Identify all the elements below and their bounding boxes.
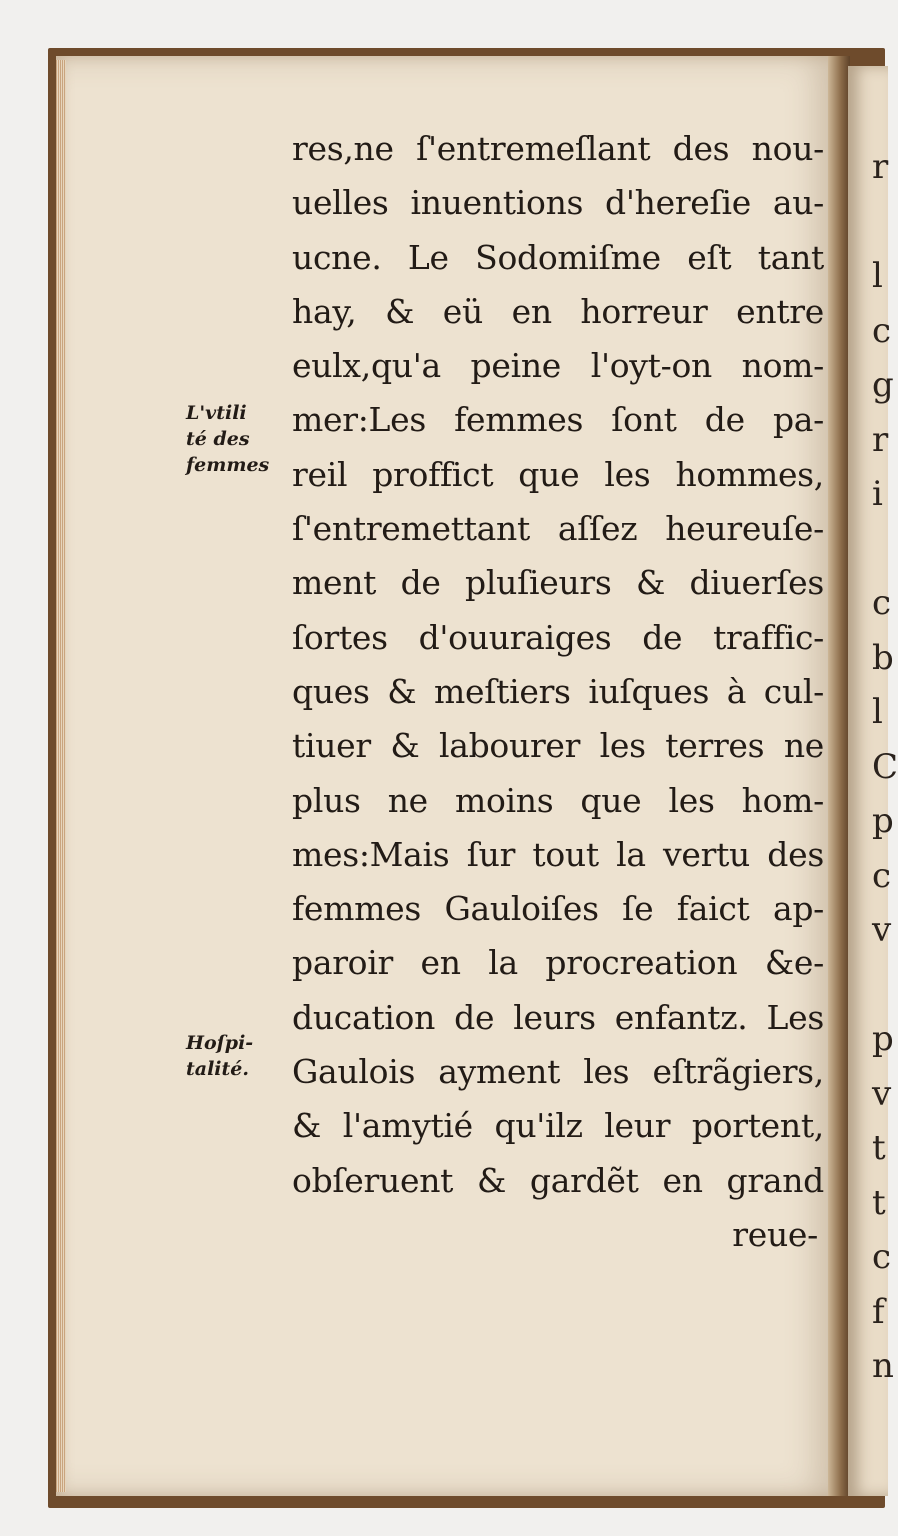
text-line: & l'amytié qu'ilz leur portent, — [292, 1106, 824, 1146]
adjacent-page-letter: c — [872, 1237, 892, 1277]
margin-note-line: té des — [186, 428, 250, 450]
margin-note-hospitality — [186, 1030, 276, 1082]
text-line: Gaulois ayment les eſtrãgiers, — [292, 1052, 824, 1092]
text-line: mes:Mais ſur tout la vertu des — [292, 834, 824, 874]
text-line: ucne. Le Sodomiſme eſt tant — [292, 237, 824, 277]
adjacent-page-letter: i — [872, 474, 883, 514]
body-text — [292, 122, 824, 1262]
margin-note-line: talité. — [186, 1058, 250, 1080]
text-line: uelles inuentions d'hereſie au- — [292, 183, 824, 223]
text-line: reil proffict que les hommes, — [292, 454, 824, 494]
adjacent-page-letter: n — [872, 1346, 894, 1386]
text-line: femmes Gauloiſes ſe faict ap- — [292, 889, 824, 929]
margin-note-line: L'vtili — [186, 402, 247, 424]
text-line: paroir en la procreation &e- — [292, 943, 824, 983]
adjacent-page-letter: p — [872, 801, 894, 841]
adjacent-page-letter: l — [872, 692, 883, 732]
catchword: reue- — [732, 1214, 818, 1254]
text-line: ſ'entremettant aſſez heureuſe- — [292, 509, 824, 549]
adjacent-page-letter: f — [872, 1291, 885, 1332]
text-line: ques & meſtiers iuſques à cul- — [292, 671, 824, 711]
text-line: eulx,qu'a peine l'oyt-on nom- — [292, 346, 824, 386]
adjacent-page-letter: l — [872, 256, 883, 296]
adjacent-page-letter: v — [872, 1073, 892, 1114]
adjacent-page-letter — [872, 958, 898, 1013]
adjacent-page-letter — [872, 522, 898, 577]
page-stack-edges — [56, 60, 66, 1492]
adjacent-page-letter: c — [872, 310, 892, 351]
adjacent-page-letter: t — [872, 1128, 886, 1168]
margin-note-utility-of-women — [186, 400, 276, 478]
text-line: ducation de leurs enfantz. Les — [292, 997, 824, 1037]
adjacent-page-letter: p — [872, 1019, 894, 1059]
text-line: hay, & eü en horreur entre — [292, 291, 824, 331]
adjacent-page-letter: r — [872, 147, 889, 187]
book-gutter — [828, 56, 850, 1496]
adjacent-page-letter — [872, 195, 898, 250]
text-line: mer:Les femmes ſont de pa- — [292, 400, 824, 440]
text-line: res,ne ſ'entremeſlant des nou- — [292, 129, 824, 168]
text-line: ſortes d'ouuraiges de traffic- — [292, 617, 824, 657]
margin-note-line: femmes — [186, 454, 270, 476]
text-line: obſeruent & gardẽt en grand — [292, 1160, 824, 1200]
adjacent-page-letter: t — [872, 1182, 886, 1223]
text-line: plus ne moins que les hom- — [292, 780, 824, 820]
text-line: ment de pluſieurs & diuerſes — [292, 563, 824, 603]
adjacent-page-letter: v — [872, 910, 892, 950]
adjacent-page-letter: r — [872, 419, 889, 460]
adjacent-page-letter: C — [872, 746, 898, 787]
adjacent-page-letter: c — [872, 855, 892, 896]
margin-note-line: Hoſpi- — [186, 1032, 254, 1054]
adjacent-page-letter: g — [872, 365, 894, 405]
adjacent-page-text — [872, 140, 898, 1394]
adjacent-page-letter: c — [872, 583, 892, 623]
text-line: tiuer & labourer les terres ne — [292, 726, 824, 766]
adjacent-page-letter: b — [872, 637, 894, 678]
